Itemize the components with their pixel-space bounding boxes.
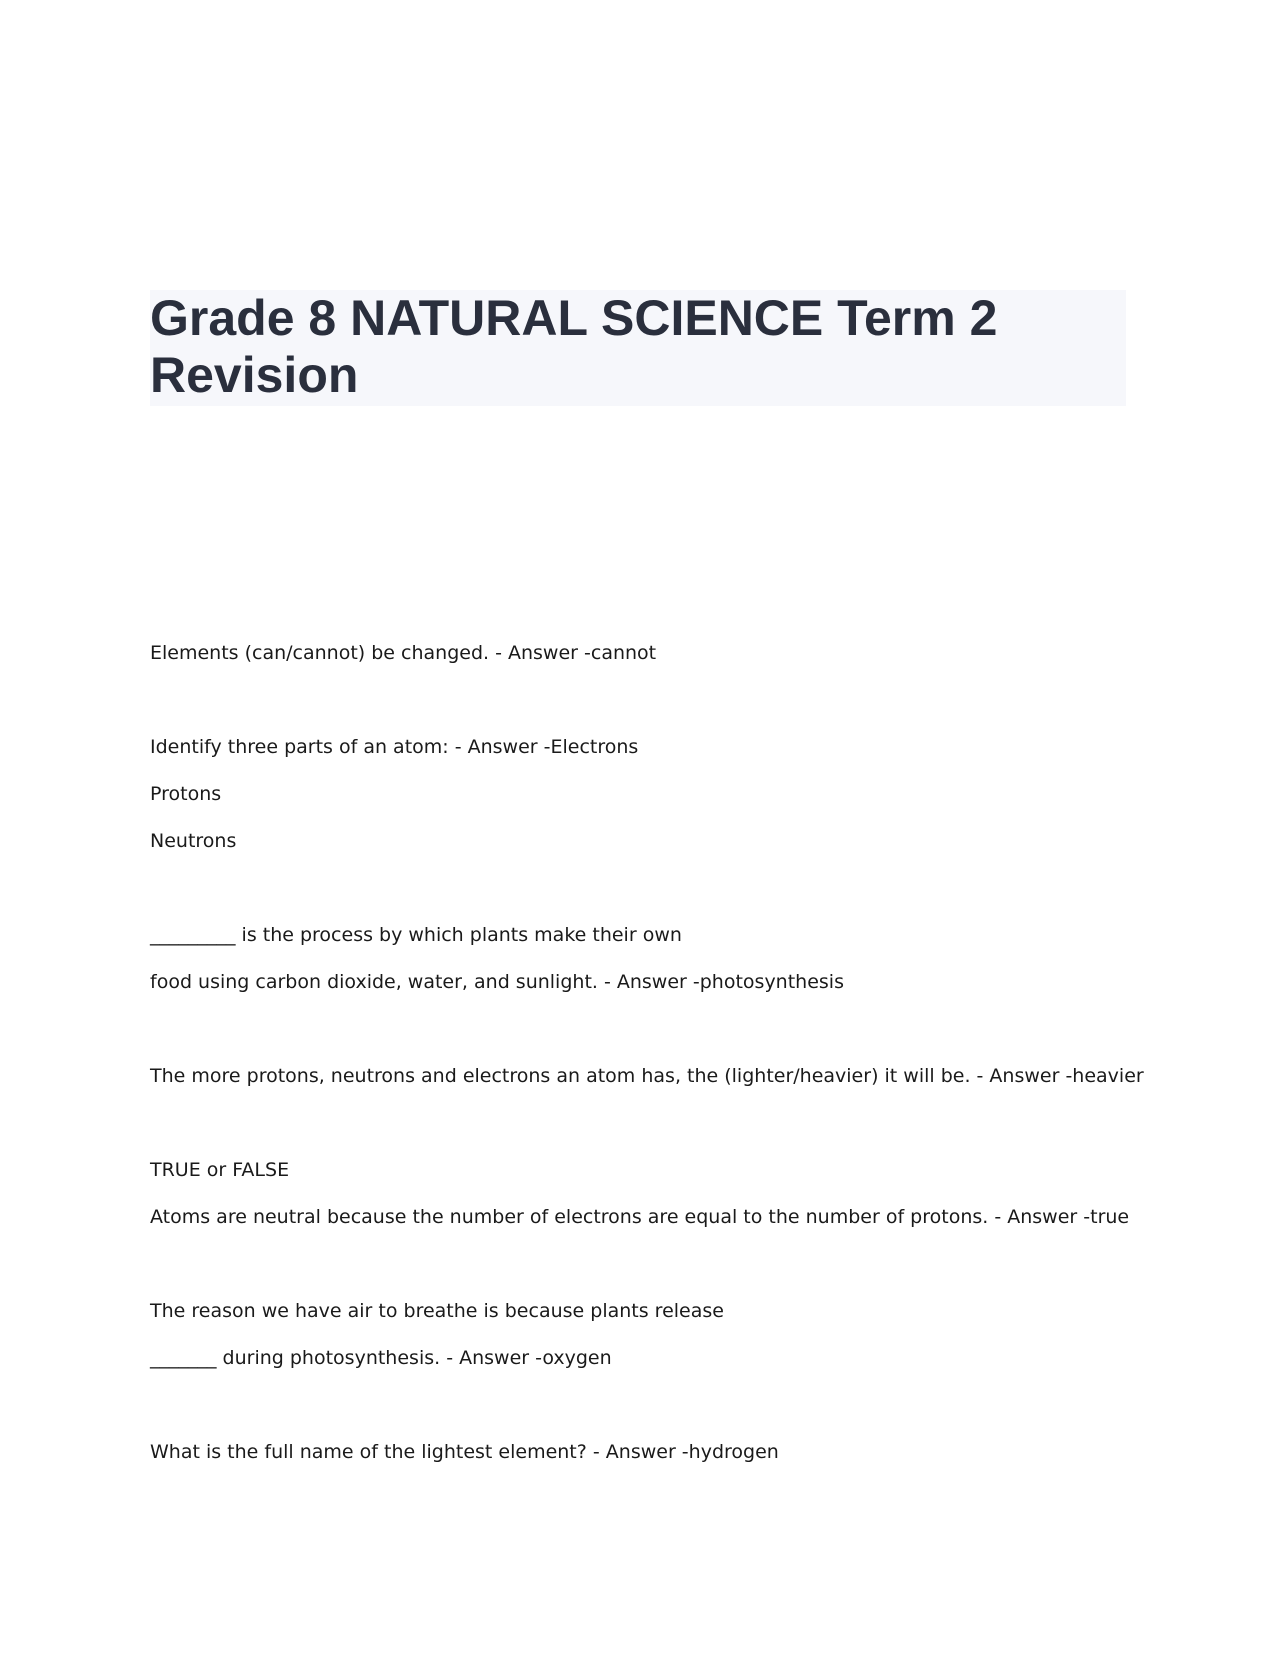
qa-line: Elements (can/cannot) be changed. - Answer -cannot <box>150 642 657 664</box>
title-block <box>150 290 1126 406</box>
qa-line: TRUE or FALSE <box>150 1159 290 1181</box>
qa-line: The more protons, neutrons and electrons an atom has, the (lighter/heavier) it will be. - Answer -heavier <box>150 1065 1144 1087</box>
qa-line: _________ is the process by which plants make their own <box>150 924 682 946</box>
qa-item <box>150 732 1140 873</box>
qa-line: food using carbon dioxide, water, and sunlight. - Answer -photosynthesis <box>150 971 844 993</box>
qa-line: Identify three parts of an atom: - Answer -Electrons <box>150 736 639 758</box>
qa-item <box>150 1061 1144 1108</box>
qa-line: Neutrons <box>150 830 237 852</box>
qa-item <box>150 638 1140 685</box>
spacer <box>150 1108 1140 1155</box>
spacer <box>150 1390 1140 1437</box>
qa-item <box>150 920 1140 1014</box>
spacer <box>150 1249 1140 1296</box>
qa-line: Atoms are neutral because the number of electrons are equal to the number of protons. - Answer -true <box>150 1206 1130 1228</box>
qa-line: The reason we have air to breathe is because plants release <box>150 1300 724 1322</box>
qa-item <box>150 1437 1140 1484</box>
spacer <box>150 685 1140 732</box>
spacer <box>150 873 1140 920</box>
qa-line: What is the full name of the lightest element? - Answer -hydrogen <box>150 1441 779 1463</box>
qa-content <box>150 638 1144 1484</box>
qa-item <box>150 1296 1140 1390</box>
document-title: Grade 8 NATURAL SCIENCE Term 2 Revision <box>150 290 998 403</box>
qa-line: _______ during photosynthesis. - Answer -oxygen <box>150 1347 612 1369</box>
spacer <box>150 1014 1140 1061</box>
qa-item <box>150 1155 1140 1249</box>
qa-line: Protons <box>150 783 222 805</box>
